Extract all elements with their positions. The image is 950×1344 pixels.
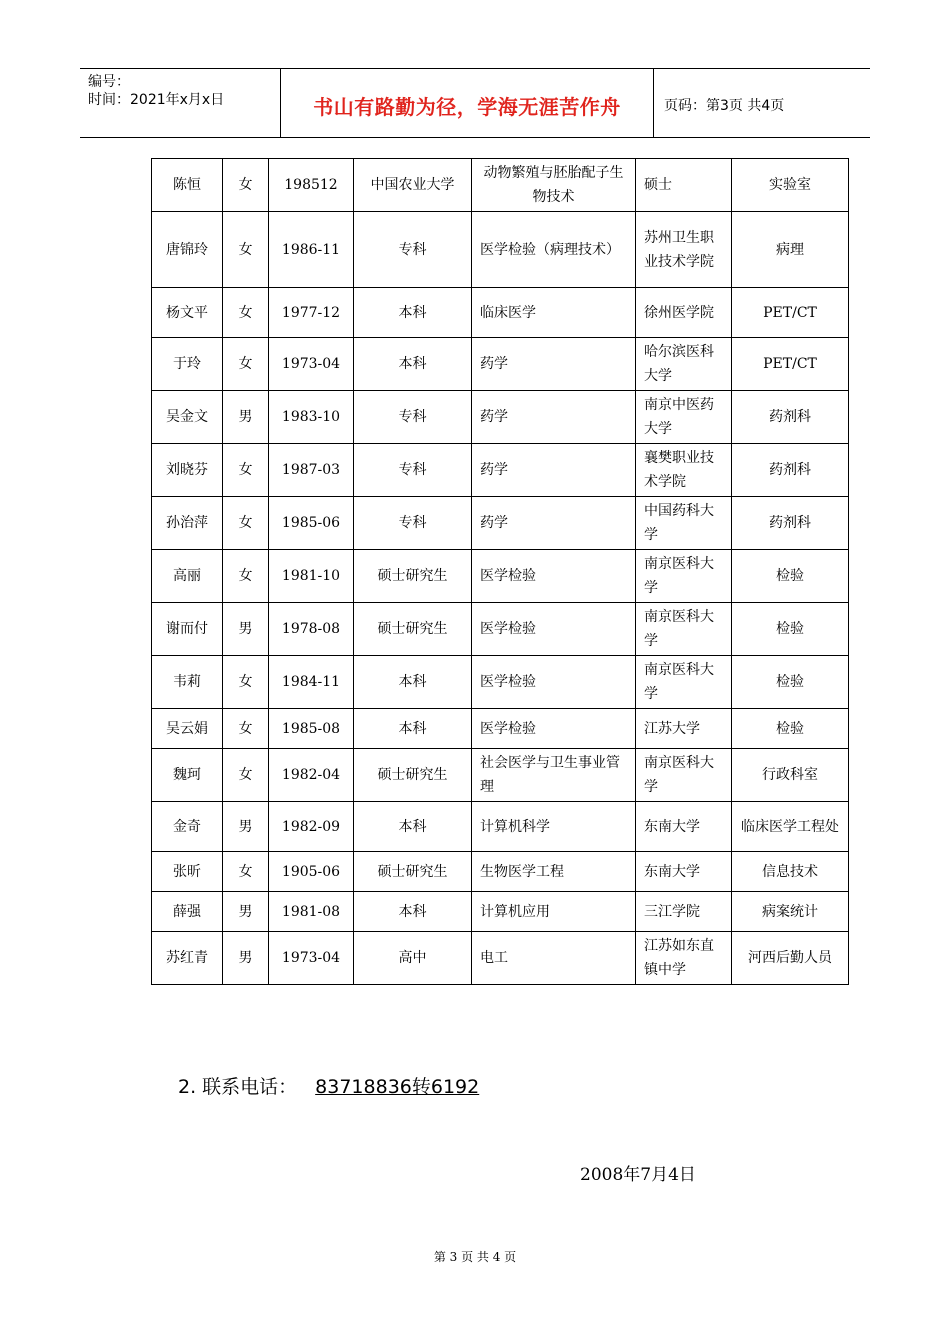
cell-education: 本科 (354, 892, 472, 932)
document-date: 2008年7月4日 (580, 1165, 696, 1185)
cell-department: 病理 (732, 212, 849, 288)
document-header (80, 68, 870, 138)
cell-school: 哈尔滨医科大学 (636, 338, 732, 391)
contact-phone-line (178, 1072, 489, 1099)
cell-department: 检验 (732, 709, 849, 749)
cell-department: 检验 (732, 656, 849, 709)
header-right-cell (654, 69, 870, 137)
cell-birth: 1973-04 (269, 932, 354, 985)
cell-education: 专科 (354, 444, 472, 497)
cell-birth: 1983-10 (269, 391, 354, 444)
cell-school: 襄樊职业技术学院 (636, 444, 732, 497)
cell-gender: 女 (223, 749, 269, 802)
table-row (152, 892, 849, 932)
cell-department: 药剂科 (732, 391, 849, 444)
cell-name: 薛强 (152, 892, 223, 932)
header-page-info: 页码：第3页 共4页 (664, 98, 785, 114)
cell-major: 动物繁殖与胚胎配子生物技术 (472, 159, 636, 212)
document-time-label: 时间：2021年x月x日 (88, 92, 225, 108)
cell-birth: 1978-08 (269, 603, 354, 656)
cell-school: 南京医科大学 (636, 656, 732, 709)
cell-school: 南京医科大学 (636, 603, 732, 656)
document-number-label: 编号： (88, 74, 130, 90)
cell-name: 魏珂 (152, 749, 223, 802)
cell-gender: 男 (223, 391, 269, 444)
cell-birth: 1981-08 (269, 892, 354, 932)
cell-school: 南京中医药大学 (636, 391, 732, 444)
cell-birth: 1982-04 (269, 749, 354, 802)
cell-gender: 女 (223, 159, 269, 212)
cell-birth: 1981-10 (269, 550, 354, 603)
cell-major: 计算机应用 (472, 892, 636, 932)
table-row (152, 932, 849, 985)
cell-major: 医学检验 (472, 709, 636, 749)
cell-department: 药剂科 (732, 497, 849, 550)
cell-department: PET/CT (732, 288, 849, 338)
header-center-cell (281, 69, 654, 137)
cell-school: 南京医科大学 (636, 749, 732, 802)
cell-major: 药学 (472, 338, 636, 391)
cell-name: 高丽 (152, 550, 223, 603)
cell-education: 本科 (354, 338, 472, 391)
cell-education: 中国农业大学 (354, 159, 472, 212)
table-row (152, 444, 849, 497)
cell-name: 吴云娟 (152, 709, 223, 749)
cell-education: 高中 (354, 932, 472, 985)
cell-birth: 198512 (269, 159, 354, 212)
cell-school: 中国药科大学 (636, 497, 732, 550)
table-row (152, 656, 849, 709)
cell-education: 本科 (354, 709, 472, 749)
cell-birth: 1987-03 (269, 444, 354, 497)
table-row (152, 603, 849, 656)
cell-name: 韦莉 (152, 656, 223, 709)
cell-education: 硕士研究生 (354, 603, 472, 656)
cell-education: 硕士研究生 (354, 550, 472, 603)
cell-birth: 1984-11 (269, 656, 354, 709)
cell-major: 药学 (472, 391, 636, 444)
table-row (152, 852, 849, 892)
cell-education: 专科 (354, 391, 472, 444)
cell-name: 杨文平 (152, 288, 223, 338)
cell-gender: 女 (223, 709, 269, 749)
staff-table-body (152, 159, 849, 985)
cell-major: 医学检验 (472, 550, 636, 603)
cell-department: 实验室 (732, 159, 849, 212)
cell-gender: 女 (223, 550, 269, 603)
contact-phone-label: 2. 联系电话： (178, 1076, 298, 1098)
cell-education: 硕士研究生 (354, 852, 472, 892)
table-row (152, 550, 849, 603)
cell-major: 药学 (472, 497, 636, 550)
cell-department: 临床医学工程处 (732, 802, 849, 852)
cell-school: 江苏大学 (636, 709, 732, 749)
cell-major: 医学检验 (472, 603, 636, 656)
cell-department: 检验 (732, 550, 849, 603)
cell-major: 医学检验（病理技术） (472, 212, 636, 288)
cell-major: 生物医学工程 (472, 852, 636, 892)
cell-gender: 女 (223, 497, 269, 550)
cell-name: 张昕 (152, 852, 223, 892)
cell-birth: 1986-11 (269, 212, 354, 288)
cell-name: 吴金文 (152, 391, 223, 444)
cell-gender: 男 (223, 802, 269, 852)
cell-education: 专科 (354, 212, 472, 288)
cell-school: 东南大学 (636, 802, 732, 852)
cell-department: 信息技术 (732, 852, 849, 892)
cell-education: 本科 (354, 288, 472, 338)
cell-major: 社会医学与卫生事业管理 (472, 749, 636, 802)
table-row (152, 212, 849, 288)
cell-department: 药剂科 (732, 444, 849, 497)
cell-major: 电工 (472, 932, 636, 985)
cell-gender: 男 (223, 603, 269, 656)
cell-birth: 1985-06 (269, 497, 354, 550)
cell-school: 苏州卫生职业技术学院 (636, 212, 732, 288)
cell-education: 本科 (354, 656, 472, 709)
table-row (152, 338, 849, 391)
cell-birth: 1973-04 (269, 338, 354, 391)
cell-gender: 女 (223, 444, 269, 497)
cell-name: 陈恒 (152, 159, 223, 212)
cell-department: 检验 (732, 603, 849, 656)
cell-birth: 1977-12 (269, 288, 354, 338)
cell-major: 计算机科学 (472, 802, 636, 852)
table-row (152, 802, 849, 852)
cell-school: 三江学院 (636, 892, 732, 932)
cell-name: 刘晓芬 (152, 444, 223, 497)
cell-school: 东南大学 (636, 852, 732, 892)
cell-birth: 1905-06 (269, 852, 354, 892)
cell-school: 硕士 (636, 159, 732, 212)
cell-major: 医学检验 (472, 656, 636, 709)
table-row (152, 749, 849, 802)
cell-department: 河西后勤人员 (732, 932, 849, 985)
cell-education: 硕士研究生 (354, 749, 472, 802)
header-left-cell (80, 69, 281, 137)
cell-major: 药学 (472, 444, 636, 497)
cell-gender: 男 (223, 892, 269, 932)
staff-table (151, 158, 849, 985)
cell-school: 江苏如东直镇中学 (636, 932, 732, 985)
table-row (152, 288, 849, 338)
cell-name: 于玲 (152, 338, 223, 391)
cell-education: 专科 (354, 497, 472, 550)
cell-gender: 女 (223, 656, 269, 709)
cell-school: 南京医科大学 (636, 550, 732, 603)
contact-phone-number: 83718836转6192 (315, 1076, 480, 1098)
table-row (152, 709, 849, 749)
cell-gender: 女 (223, 852, 269, 892)
table-row (152, 159, 849, 212)
cell-name: 谢而付 (152, 603, 223, 656)
cell-department: PET/CT (732, 338, 849, 391)
cell-gender: 男 (223, 932, 269, 985)
cell-birth: 1985-08 (269, 709, 354, 749)
cell-department: 行政科室 (732, 749, 849, 802)
cell-name: 金奇 (152, 802, 223, 852)
cell-department: 病案统计 (732, 892, 849, 932)
cell-major: 临床医学 (472, 288, 636, 338)
cell-name: 唐锦玲 (152, 212, 223, 288)
cell-name: 苏红青 (152, 932, 223, 985)
cell-name: 孙治萍 (152, 497, 223, 550)
cell-school: 徐州医学院 (636, 288, 732, 338)
table-row (152, 391, 849, 444)
table-row (152, 497, 849, 550)
cell-education: 本科 (354, 802, 472, 852)
cell-gender: 女 (223, 212, 269, 288)
cell-gender: 女 (223, 288, 269, 338)
page-footer: 第 3 页 共 4 页 (433, 1250, 517, 1264)
cell-gender: 女 (223, 338, 269, 391)
cell-birth: 1982-09 (269, 802, 354, 852)
header-motto: 书山有路勤为径，学海无涯苦作舟 (313, 95, 621, 119)
